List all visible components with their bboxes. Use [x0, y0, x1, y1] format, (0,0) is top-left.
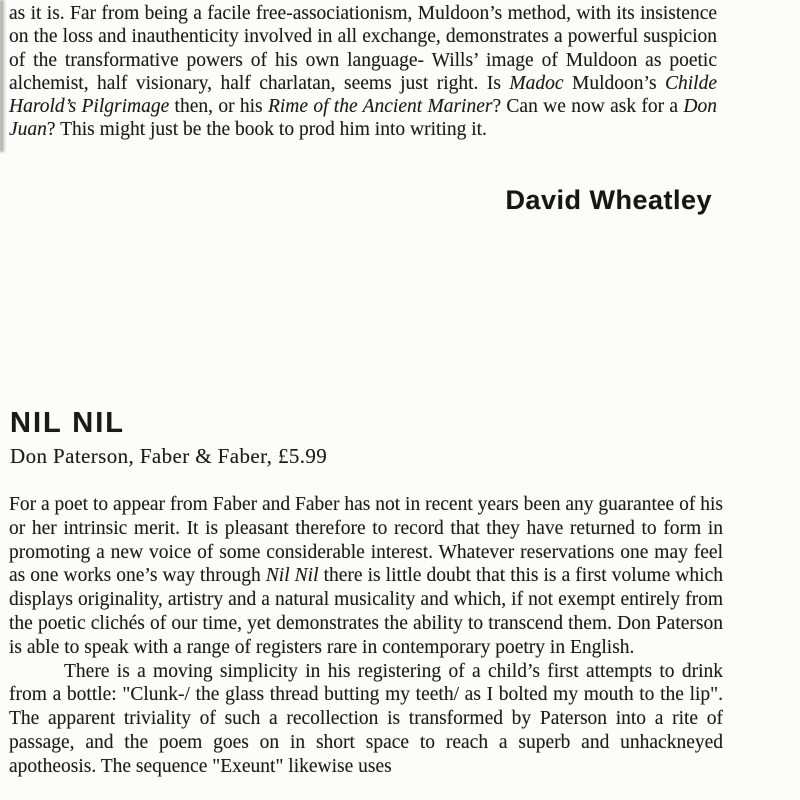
review-body — [9, 493, 723, 779]
review-title: NIL NIL — [10, 407, 125, 439]
reviewer-signature: David Wheatley — [505, 185, 712, 215]
review-byline: Don Paterson, Faber & Faber, £5.99 — [10, 444, 328, 468]
review-paragraph-2: There is a moving simplicity in his registering of a child’s first attempts to drink from a bottle: "Clunk-/ the glass thread butting my teeth/ as I bolted my mouth to the lip". The apparent triviality of such a recollection is transformed by Paterson into a rite of passage, and the poem goes on in short space to reach a superb and unhackneyed apotheosis. The sequence "Exeunt" likewise uses — [9, 660, 723, 777]
muldoon-review-closing-paragraph: as it is. Far from being a facile free-associationism, Muldoon’s method, with its insistence on the loss and inauthenticity involved in all exchange, demonstrates a powerful suspicion of the transformative powers of his own language- Wills’ image of Muldoon as poetic alchemist, half visionary, half charlatan, seems just right. Is Madoc Muldoon’s Childe Harold’s Pilgrimage then, or his Rime of the Ancient Mariner? Can we now ask for a Don Juan? This might just be the book to prod him into writing it. — [9, 3, 717, 141]
review-paragraph-1: For a poet to appear from Faber and Faber has not in recent years been any guarantee of his or her intrinsic merit. It is pleasant therefore to record that they have returned to form in promoting a new voice of some considerable interest. Whatever reservations one may feel as one works one’s way through Nil Nil there is little doubt that this is a first volume which displays originality, artistry and a natural musicality and which, if not exempt entirely from the poetic clichés of our time, yet demonstrates the ability to transcend them. Don Paterson is able to speak with a range of registers rare in contemporary poetry in English. — [9, 494, 723, 658]
scan-edge-artifact — [0, 0, 5, 152]
